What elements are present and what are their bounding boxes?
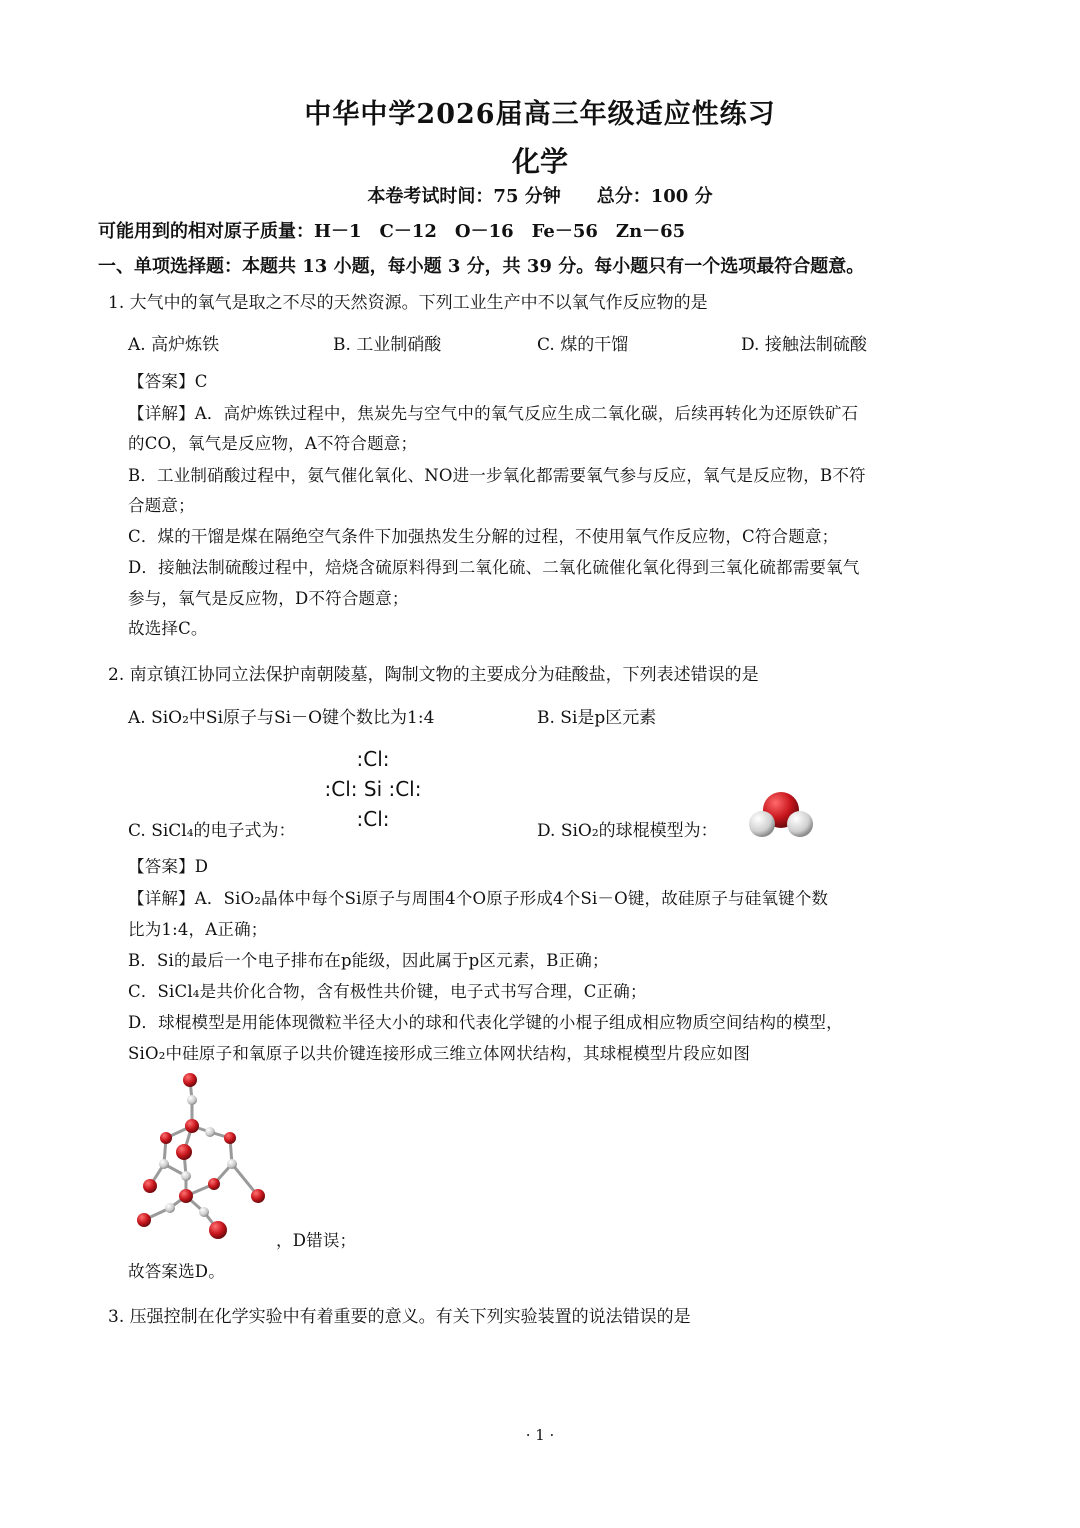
lewis-middle: :Cl: Si :Cl: (324, 777, 422, 801)
q1-option-d: D. 接触法制硫酸 (741, 335, 867, 355)
atomic-masses: 可能用到的相对原子质量：H－1 C－12 O－16 Fe－56 Zn－65 (98, 221, 686, 242)
q2-detail-line: 比为1:4，A正确； (128, 920, 268, 939)
q1-detail-line: 故选择C。 (128, 619, 208, 638)
question-3-stem: 3. 压强控制在化学实验中有着重要的意义。有关下列实验装置的说法错误的是 (108, 1307, 691, 1327)
q2-detail-line: C．SiCl₄是共价化合物，含有极性共价键，电子式书写合理，C正确； (128, 982, 647, 1001)
lewis-bottom: :Cl: (356, 807, 390, 831)
q1-detail-line: 参与，氧气是反应物，D不符合题意； (128, 589, 409, 608)
q1-detail-line: 【详解】A．高炉炼铁过程中，焦炭先与空气中的氧气反应生成二氧化碳，后续再转化为还原铁矿石 (128, 404, 859, 423)
q2-option-b: B. Si是p区元素 (537, 708, 657, 728)
q1-detail-line: C．煤的干馏是煤在隔绝空气条件下加强热发生分解的过程，不使用氧气作反应物，C符合题意； (128, 527, 839, 546)
q1-option-b: B. 工业制硝酸 (333, 335, 442, 355)
lewis-top: :Cl: (356, 747, 390, 771)
q1-detail-line: 合题意； (128, 496, 195, 515)
q2-detail-line: B．Si的最后一个电子排布在p能级，因此属于p区元素，B正确； (128, 951, 609, 970)
sio2-network-model-icon (126, 1068, 276, 1244)
page-number: · 1 · (525, 1426, 555, 1444)
q2-answer: 【答案】D (128, 857, 209, 876)
q2-conclusion: 故答案选D。 (128, 1262, 225, 1281)
q1-answer: 【答案】C (128, 372, 208, 391)
q2-option-a: A. SiO₂中Si原子与Si－O键个数比为1:4 (128, 708, 435, 728)
q1-detail-line: D．接触法制硫酸过程中，焙烧含硫原料得到二氧化硫、二氧化硫催化氧化得到三氧化硫都需要氧气 (128, 558, 860, 577)
q2-detail-line: 【详解】A．SiO₂晶体中每个Si原子与周围4个O原子形成4个Si－O键，故硅原子与硅氧键个数 (128, 889, 829, 908)
exam-title: 中华中学2026届高三年级适应性练习 (304, 99, 776, 130)
q2-option-c: C. SiCl₄的电子式为： (128, 821, 296, 841)
question-1-stem: 1. 大气中的氧气是取之不尽的天然资源。下列工业生产中不以氧气作反应物的是 (108, 293, 708, 313)
q2-detail-line: SiO₂中硅原子和氧原子以共价键连接形成三维立体网状结构，其球棍模型片段应如图 (128, 1044, 751, 1063)
q1-option-a: A. 高炉炼铁 (128, 335, 220, 355)
subject-title: 化学 (511, 145, 568, 178)
section-heading: 一、单项选择题：本题共 13 小题，每小题 3 分，共 39 分。每小题只有一个选项最符合题意。 (98, 256, 865, 277)
question-2-stem: 2. 南京镇江协同立法保护南朝陵墓，陶制文物的主要成分为硅酸盐，下列表述错误的是 (108, 665, 759, 685)
triatomic-ball-model-icon (742, 790, 820, 840)
q1-option-c: C. 煤的干馏 (537, 335, 629, 355)
q2-detail-line: D．球棍模型是用能体现微粒半径大小的球和代表化学键的小棍子组成相应物质空间结构的模型， (128, 1013, 843, 1032)
exam-info: 本卷考试时间：75 分钟 总分：100 分 (367, 186, 713, 207)
q1-detail-line: B．工业制硝酸过程中，氨气催化氧化、NO进一步氧化都需要氧气参与反应，氧气是反应物，B不符 (128, 466, 866, 485)
q1-detail-line: 的CO，氧气是反应物，A不符合题意； (128, 434, 418, 453)
sicl4-lewis-structure (318, 744, 428, 834)
q2-option-d: D. SiO₂的球棍模型为： (537, 821, 718, 841)
q2-d-wrong: ，D错误； (276, 1231, 357, 1250)
